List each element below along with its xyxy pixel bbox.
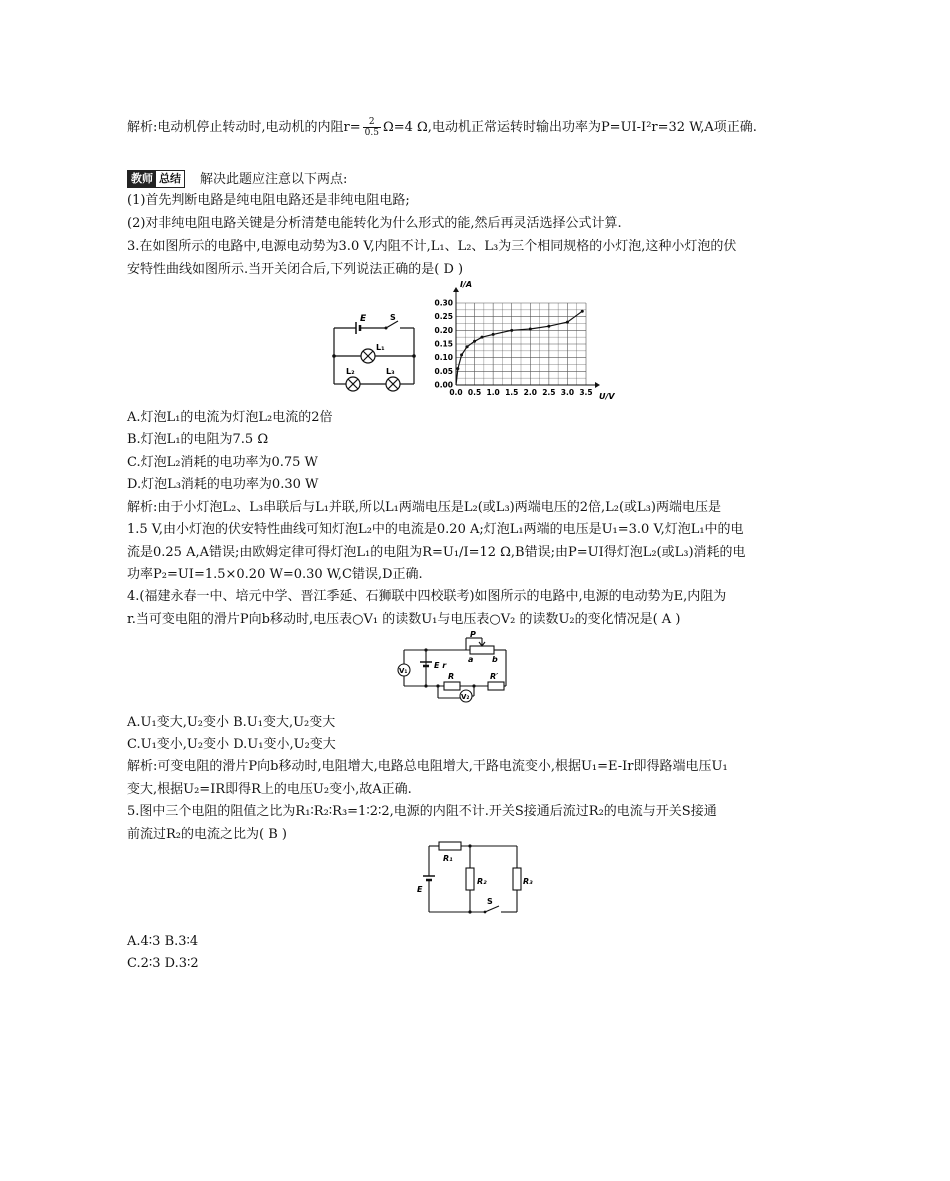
data-point bbox=[456, 367, 459, 370]
label-p: P bbox=[470, 630, 476, 639]
x-axis-arrow bbox=[595, 382, 600, 388]
label-e: E bbox=[417, 885, 423, 894]
y-tick-label: 0.10 bbox=[434, 353, 453, 363]
x-tick-label: 3.0 bbox=[560, 388, 575, 397]
label-r: R bbox=[448, 672, 455, 681]
chart-tick-labels bbox=[434, 299, 592, 398]
x-tick-label: 2.0 bbox=[523, 388, 537, 397]
q4-solution-line-1: 解析:可变电阻的滑片P向b移动时,电阻增大,电路总电阻增大,干路电流变小,根据U₁=E-Ir即得路端电压U₁ bbox=[127, 759, 728, 774]
label-r3: R₃ bbox=[523, 877, 533, 886]
label-v1: V₁ bbox=[399, 667, 408, 675]
y-tick-label: 0.15 bbox=[434, 339, 453, 349]
summary-point-2: (2)对非纯电阻电路关键是分析清楚电能转化为什么形式的能,然后再灵活选择公式计算. bbox=[127, 216, 622, 231]
label-v2: V₂ bbox=[461, 693, 470, 701]
solution-line bbox=[127, 117, 757, 138]
q4-stem-line-1: 4.(福建永春一中、培元中学、晋江季延、石狮联中四校联考)如图所示的电路中,电源的电动势为E,内阻为 bbox=[127, 589, 727, 604]
solution-text: Ω=4 Ω,电动机正常运转时输出功率为P=UI-I²r=32 W,A项正确. bbox=[382, 120, 757, 135]
chart-series bbox=[456, 310, 584, 385]
data-point bbox=[466, 345, 469, 348]
data-point bbox=[581, 310, 584, 313]
data-point bbox=[481, 336, 484, 339]
x-tick-label: 1.5 bbox=[505, 388, 519, 397]
q5-options-line-1: A.4∶3 B.3∶4 bbox=[127, 934, 199, 949]
q5-options-line-2: C.2∶3 D.3∶2 bbox=[127, 956, 199, 971]
series-line bbox=[456, 311, 582, 385]
y-tick-label: 0.20 bbox=[434, 325, 453, 335]
q3-solution-line-2: 1.5 V,由小灯泡的伏安特性曲线可知灯泡L₂中的电流是0.20 A;灯泡L₁两端的电压是U₁=3.0 V,灯泡L₁中的电 bbox=[127, 522, 744, 537]
chart-grid bbox=[456, 303, 586, 385]
iu-characteristic-chart bbox=[424, 277, 624, 401]
y-tick-label: 0.30 bbox=[434, 298, 453, 308]
chart-y-axis-label: I/A bbox=[460, 280, 473, 289]
q3-solution-line-1: 解析:由于小灯泡L₂、L₃串联后与L₁并联,所以L₁两端电压是L₂(或L₃)两端电压的2倍,L₂(或L₃)两端电压是 bbox=[127, 500, 721, 515]
data-point bbox=[492, 333, 495, 336]
q4-options-line-1: A.U₁变大,U₂变小 B.U₁变大,U₂变大 bbox=[127, 715, 336, 730]
q3-circuit-diagram bbox=[330, 312, 422, 392]
q4-circuit-diagram bbox=[388, 630, 516, 706]
badge-summary: 总结 bbox=[156, 171, 184, 187]
label-e: E bbox=[360, 314, 367, 324]
y-tick-label: 0.00 bbox=[434, 380, 453, 390]
label-s: S bbox=[487, 897, 493, 906]
label-l3: L₃ bbox=[386, 367, 395, 376]
q4-stem-line-2: r.当可变电阻的滑片P向b移动时,电压表○V₁ 的读数U₁与电压表○V₂ 的读数U₂的变化情况是( A ) bbox=[127, 612, 681, 627]
q3-option-c: C.灯泡L₂消耗的电功率为0.75 W bbox=[127, 455, 318, 470]
badge-teacher: 教师 bbox=[128, 171, 156, 187]
fraction: $\frac{2}{0.5}$ bbox=[364, 117, 379, 138]
q5-stem-line-2: 前流过R₂的电流之比为( B ) bbox=[127, 827, 287, 842]
y-tick-label: 0.25 bbox=[434, 312, 453, 322]
q5-stem-line-1: 5.图中三个电阻的阻值之比为R₁∶R₂∶R₃=1∶2∶2,电源的内阻不计.开关S接通后流过R₂的电流与开关S接通 bbox=[127, 804, 717, 819]
label-r1: R₁ bbox=[443, 854, 453, 863]
x-tick-label: 2.5 bbox=[542, 388, 556, 397]
q3-option-a: A.灯泡L₁的电流为灯泡L₂电流的2倍 bbox=[127, 410, 333, 425]
y-tick-label: 0.05 bbox=[434, 366, 453, 376]
teacher-summary-badge bbox=[127, 170, 185, 188]
chart-x-axis-label: U/V bbox=[599, 392, 615, 401]
q4-solution-line-2: 变大,根据U₂=IR即得R上的电压U₂变小,故A正确. bbox=[127, 782, 412, 797]
label-r-prime: R′ bbox=[490, 672, 499, 681]
data-point bbox=[473, 340, 476, 343]
summary-point-1: (1)首先判断电路是纯电阻电路还是非纯电阻电路; bbox=[127, 193, 410, 208]
label-l1: L₁ bbox=[376, 343, 385, 352]
q3-option-b: B.灯泡L₁的电阻为7.5 Ω bbox=[127, 432, 269, 447]
data-point bbox=[547, 325, 550, 328]
q3-solution-line-4: 功率P₂=UI=1.5×0.20 W=0.30 W,C错误,D正确. bbox=[127, 567, 423, 582]
chart-axes bbox=[453, 287, 600, 388]
x-tick-label: 0.0 bbox=[449, 388, 463, 397]
q3-option-d: D.灯泡L₃消耗的电功率为0.30 W bbox=[127, 477, 319, 492]
data-point bbox=[529, 327, 532, 330]
label-er: E r bbox=[434, 661, 447, 670]
q3-stem-line-1: 3.在如图所示的电路中,电源电动势为3.0 V,内阻不计,L₁、L₂、L₃为三个相同规格的小灯泡,这种小灯泡的伏 bbox=[127, 239, 737, 254]
label-r2: R₂ bbox=[477, 877, 487, 886]
solution-text: 解析:电动机停止转动时,电动机的内阻r= bbox=[127, 120, 361, 135]
x-tick-label: 0.5 bbox=[467, 388, 482, 397]
x-tick-label: 3.5 bbox=[579, 388, 593, 397]
summary-intro: 解决此题应注意以下两点: bbox=[200, 172, 348, 187]
data-point bbox=[566, 321, 569, 324]
q3-stem-line-2: 安特性曲线如图所示.当开关闭合后,下列说法正确的是( D ) bbox=[127, 262, 464, 277]
label-a: a bbox=[468, 655, 474, 664]
q5-circuit-diagram bbox=[415, 838, 533, 918]
x-tick-label: 1.0 bbox=[486, 388, 500, 397]
q3-solution-line-3: 流是0.25 A,A错误;由欧姆定律可得灯泡L₁的电阻为R=U₁/I=12 Ω,B错误;由P=UI得灯泡L₂(或L₃)消耗的电 bbox=[127, 545, 746, 560]
label-b: b bbox=[492, 655, 498, 664]
label-s: S bbox=[390, 313, 396, 322]
q4-options-line-2: C.U₁变小,U₂变小 D.U₁变小,U₂变大 bbox=[127, 737, 336, 752]
y-axis-arrow bbox=[453, 287, 459, 292]
label-l2: L₂ bbox=[346, 367, 355, 376]
data-point bbox=[510, 329, 513, 332]
data-point bbox=[460, 353, 463, 356]
